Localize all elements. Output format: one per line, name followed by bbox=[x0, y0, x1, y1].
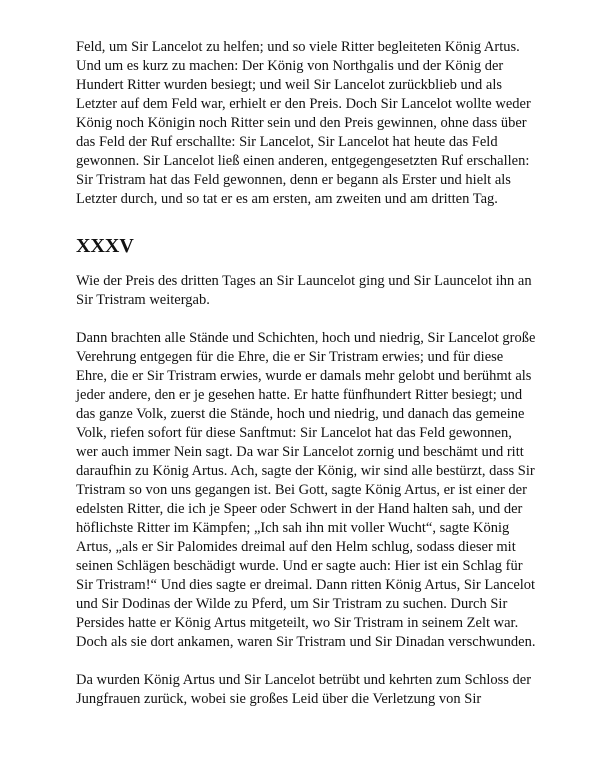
document-page bbox=[76, 38, 536, 709]
chapter-summary: Wie der Preis des dritten Tages an Sir Launcelot ging und Sir Launcelot ihn an Sir Tristram weitergab. bbox=[76, 273, 532, 308]
chapter-heading: XXXV bbox=[76, 235, 134, 257]
opening-paragraph: Feld, um Sir Lancelot zu helfen; und so viele Ritter begleiteten König Artus. Und um es kurz zu machen: Der König von Northgalis und der König der Hundert Ritter wurden besiegt; und weil Sir Lancelot zurückblieb und als Letzter auf dem Feld war, erhielt er den Preis. Doch Sir Lancelot wollte weder König noch Königin noch Ritter sein und den Preis gewinnen, ohne dass über das Feld der Ruf erschallte: Sir Lancelot, Sir Lancelot hat heute das Feld gewonnen. Sir Lancelot ließ einen anderen, entgegengesetzten Ruf erschallen: Sir Tristram hat das Feld gewonnen, denn er begann als Erster und hielt als Letzter durch, und so tat er es am ersten, am zweiten und am dritten Tag. bbox=[76, 39, 531, 207]
final-paragraph: Da wurden König Artus und Sir Lancelot betrübt und kehrten zum Schloss der Jungfrauen zurück, wobei sie großes Leid über die Verletzung von Sir bbox=[76, 672, 532, 707]
body-paragraph: Dann brachten alle Stände und Schichten, hoch und niedrig, Sir Lancelot große Verehrung entgegen für die Ehre, die er Sir Tristram erwies; und für diese Ehre, die er Sir Tristram erwies, wurde er damals mehr gelobt und berühmt als jeder andere, den er je gesehen hatte. Er hatte fünfhundert Ritter besiegt; und das ganze Volk, zuerst die Stände, hoch und niedrig, und danach das gemeine Volk, riefen sofort für diese Sanftmut: Sir Lancelot hat das Feld gewonnen, wer auch immer Nein sagt. Da war Sir Lancelot zornig und beschämt und ritt daraufhin zu König Artus. Ach, sagte der König, wir sind alle bestürzt, dass Sir Tristram so von uns gegangen ist. Bei Gott, sagte König Artus, er ist einer der edelsten Ritter, die ich je Speer oder Schwert in der Hand halten sah, und der höflichste Ritter im Kämpfen; „Ich sah ihn mit voller Wucht“, sagte König Artus, „als er Sir Palomides dreimal auf den Helm schlug, sodass dieser mit seinen Schlägen beschädigt wurde. Und er sagte auch: Hier ist ein Schlag für Sir Tristram!“ Und dies sagte er dreimal. Dann ritten König Artus, Sir Lancelot und Sir Dodinas der Wilde zu Pferd, um Sir Tristram zu suchen. Durch Sir Persides hatte er König Artus mitgeteilt, wo Sir Tristram in seinem Zelt war. Doch als sie dort ankamen, waren Sir Tristram und Sir Dinadan verschwunden. bbox=[76, 330, 536, 650]
